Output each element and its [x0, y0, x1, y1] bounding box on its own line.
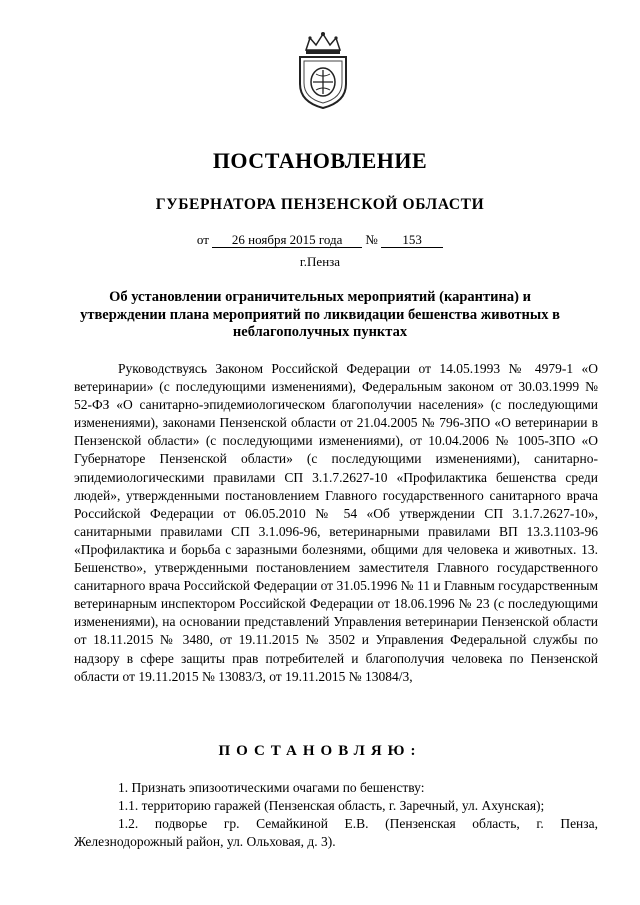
document-heading: Об установлении ограничительных мероприятий (карантина) и утверждении плана мероприятий по ликвидации бешенства животных в неблагополучных пунктах: [80, 289, 560, 340]
document-number: 153: [381, 232, 443, 248]
document-title: ПОСТАНОВЛЕНИЕ: [212, 148, 428, 173]
resolve-heading: ПОСТАНОВЛЯЮ:: [218, 743, 422, 759]
list-item: 1.2. подворье гр. Семайкиной Е.В. (Пензенская область, г. Пенза, Железнодорожный район, ул. Ольховая, д. 3).: [74, 816, 598, 850]
preamble-paragraph: Руководствуясь Законом Российской Федерации от 14.05.1993 № 4979-1 «О ветеринарии» (с последующими изменениями), Федеральным законом от 30.03.1999 № 52-ФЗ «О санитарно-эпидемиологическом благополучии населения» (с последующими изменениями), законами Пензенской области от 21.04.2005 № 796-ЗПО «О ветеринарии в Пензенской области» (с последующими изменениями), от 10.04.2006 № 1005-ЗПО «О Губернаторе Пензенской области» (с последующими изменениями), санитарно-эпидемиологическими правилами СП 3.1.7.2627-10 «Профилактика бешенства среди людей», утвержденными постановлением Главного государственного санитарного врача Российской Федерации от 06.05.2010 № 54 «Об утверждении СП 3.1.7.2627-10», санитарными правилами СП 3.1.096-96, ветеринарными правилами ВП 13.3.1103-96 «Профилактика и борьба с заразными болезнями, общими для человека и животных. 13. Бешенство», утвержденными постановлением заместителя Главного государственного санитарного врача Российской Федерации от 31.05.1996 № 11 и Главным государственным ветеринарным инспектором Российской Федерации от 18.06.1996 № 23 (с последующими изменениями), на основании представлений Управления ветеринарии Пензенской области от 18.11.2015 № 3480, от 19.11.2015 № 3502 и Управления Федеральной службы по надзору в сфере защиты прав потребителей и благополучия человека по Пензенской области от 19.11.2015 № 13083/3, от 19.11.2015 № 13084/3,: [74, 361, 598, 684]
document-date: 26 ноября 2015 года: [212, 232, 362, 248]
number-sign: №: [365, 232, 378, 247]
date-prefix: от: [196, 232, 209, 247]
document-city: г.Пенза: [299, 254, 341, 269]
penza-oblast-coat-of-arms-icon: [294, 30, 352, 110]
date-number-line: [0, 232, 640, 248]
issuer-subtitle: ГУБЕРНАТОРА ПЕНЗЕНСКОЙ ОБЛАСТИ: [155, 196, 485, 213]
list-item: 1. Признать эпизоотическими очагами по бешенству:: [118, 780, 425, 795]
list-item: 1.1. территорию гаражей (Пензенская область, г. Заречный, ул. Ахунская);: [118, 798, 545, 813]
